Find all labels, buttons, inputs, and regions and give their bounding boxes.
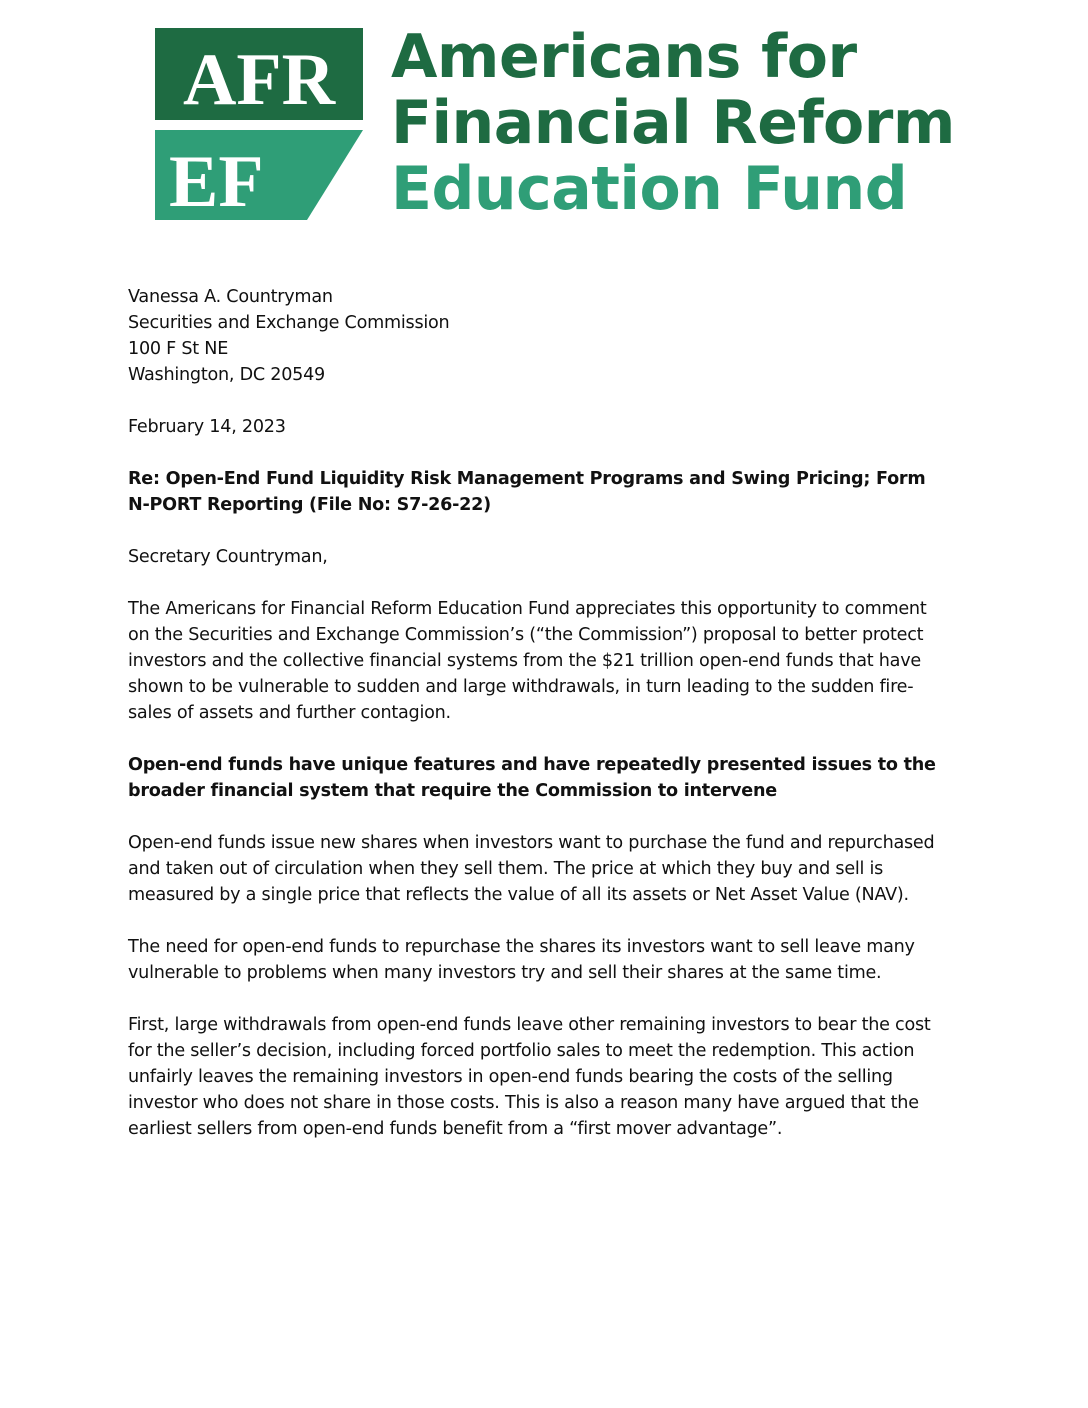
logo-mark-bottom-text: EF — [169, 141, 264, 220]
salutation: Secretary Countryman, — [128, 547, 328, 567]
logo-wordmark — [391, 22, 955, 224]
letter-body — [128, 284, 948, 1142]
section-heading: Open-end funds have unique features and have repeatedly presented issues to the broader financial system that require the Commission to intervene — [128, 755, 936, 801]
paragraph-3: First, large withdrawals from open-end funds leave other remaining investors to bear the cost for the seller’s decision, including forced portfolio sales to meet the redemption. This action unfairly leaves the remaining investors in open-end funds bearing the costs of the selling investor who does not share in those costs. This is also a reason many have argued that the earliest sellers from open-end funds benefit from a “first mover advantage”. — [128, 1015, 931, 1139]
recipient-address — [128, 284, 948, 388]
logo-line-2: Financial Reform — [391, 88, 955, 158]
logo-mark-top-text: AFR — [182, 39, 336, 121]
recipient-city: Washington, DC 20549 — [128, 365, 325, 385]
intro-paragraph: The Americans for Financial Reform Education Fund appreciates this opportunity to comment on the Securities and Exchange Commission’s (“the Commission”) proposal to better protect investors and the collective financial systems from the $21 trillion open-end funds that have shown to be vulnerable to sudden and large withdrawals, in turn leading to the sudden fire-sales of assets and further contagion. — [128, 599, 927, 723]
paragraph-2: The need for open-end funds to repurchase the shares its investors want to sell leave many vulnerable to problems when many investors try and sell their shares at the same time. — [128, 937, 915, 983]
logo-mark — [155, 28, 365, 220]
logo-line-3: Education Fund — [391, 154, 908, 224]
subject-line: Re: Open-End Fund Liquidity Risk Management Programs and Swing Pricing; Form N-PORT Reporting (File No: S7-26-22) — [128, 469, 926, 515]
recipient-name: Vanessa A. Countryman — [128, 287, 333, 307]
letter-date: February 14, 2023 — [128, 417, 286, 437]
afr-ef-logo — [155, 22, 955, 228]
recipient-organization: Securities and Exchange Commission — [128, 313, 450, 333]
recipient-street: 100 F St NE — [128, 339, 229, 359]
logo-line-1: Americans for — [391, 22, 857, 92]
paragraph-1: Open-end funds issue new shares when investors want to purchase the fund and repurchased and taken out of circulation when they sell them. The price at which they buy and sell is measured by a single price that reflects the value of all its assets or Net Asset Value (NAV). — [128, 833, 935, 905]
